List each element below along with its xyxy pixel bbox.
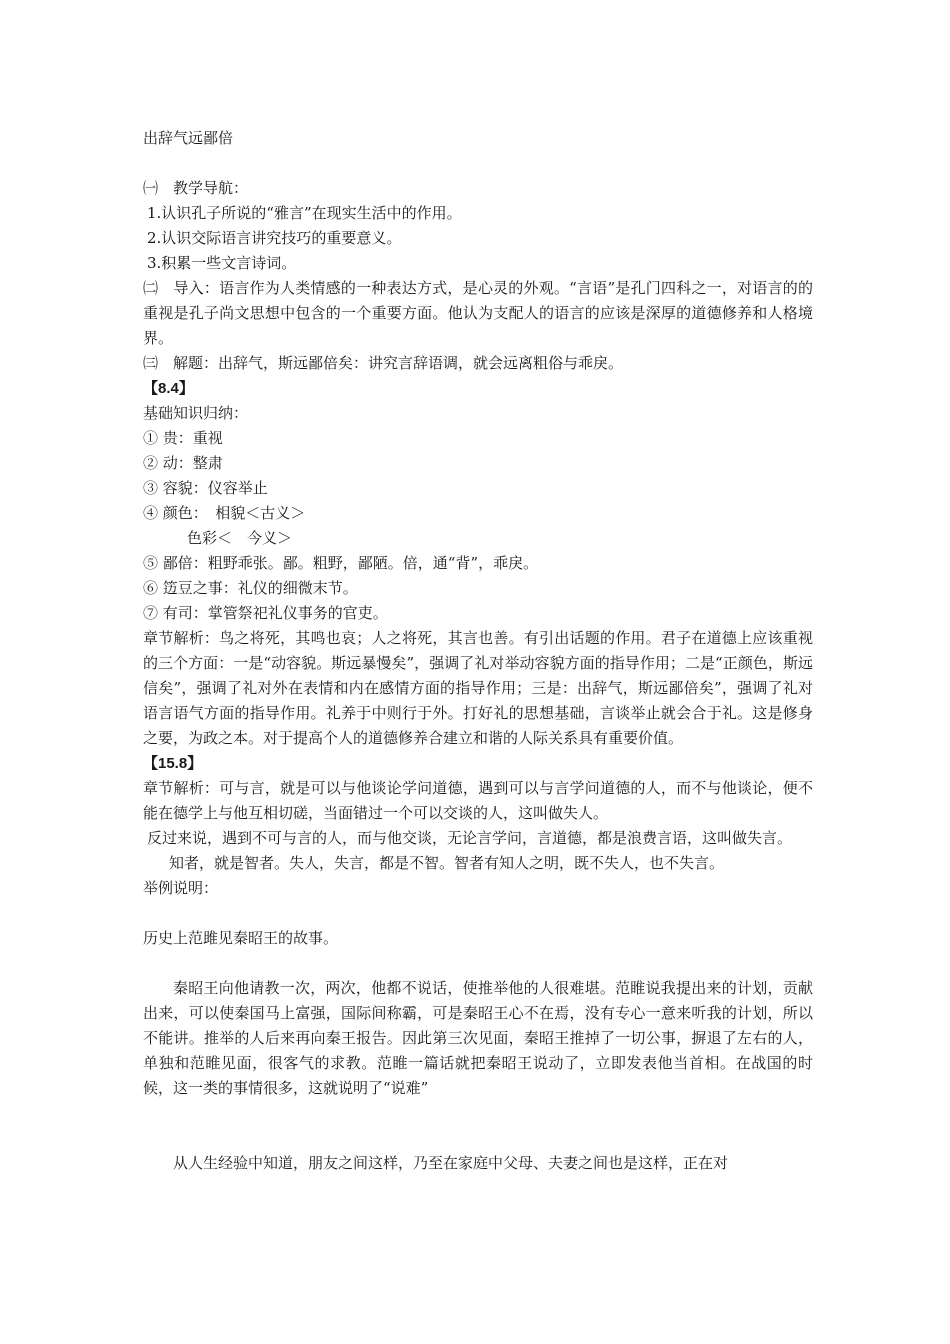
knowledge-item-1: ① 贵：重视 [143, 429, 223, 447]
nav-item-3: 3.积累一些文言诗词。 [147, 254, 297, 272]
intro-paragraph: ㈡ 导入：语言作为人类情感的一种表达方式，是心灵的外观。“言语”是孔门四科之一，对语言的的重视是孔子尚文思想中包含的一个重要方面。他认为支配人的语言的应该是深厚的道德修养和人格境界。 [143, 279, 813, 347]
nav-item-2: 2.认识交际语言讲究技巧的重要意义。 [147, 229, 402, 247]
knowledge-item-5: ⑤ 鄙倍：粗野乖张。鄙。粗野，鄙陋。倍，通“背”，乖戾。 [143, 554, 539, 572]
section-label-15-8: 【15.8】 [143, 755, 203, 772]
story-body: 秦昭王向他请教一次，两次，他都不说话，使推举他的人很难堪。范睢说我提出来的计划，贡献出来，可以使秦国马上富强，国际间称霸，可是秦昭王心不在焉，没有专心一意来听我的计划，所以不能讲。推举的人后来再向秦王报告。因此第三次见面，秦昭王推掉了一切公事，摒退了左右的人，单独和范睢见面，很客气的求教。范睢一篇话就把秦昭王说动了，立即发表他当首相。在战国的时候，这一类的事情很多，这就说明了“说难” [143, 979, 813, 1097]
section2-analysis: 章节解析：可与言，就是可以与他谈论学问道德，遇到可以与言学问道德的人，而不与他谈论，便不能在德学上与他互相切磋，当面错过一个可以交谈的人，这叫做失人。 [143, 779, 813, 822]
knowledge-item-7: ⑦ 有司：掌管祭祀礼仪事务的官吏。 [143, 604, 388, 622]
knowledge-item-3: ③ 容貌：仪容举止 [143, 479, 268, 497]
section2-wise: 知者，就是智者。失人，失言，都是不智。智者有知人之明，既不失人，也不失言。 [169, 854, 725, 872]
story-title: 历史上范雎见秦昭王的故事。 [143, 929, 339, 947]
nav-item-1: 1.认识孔子所说的“雅言”在现实生活中的作用。 [147, 204, 462, 222]
doc-title: 出辞气远鄙倍 [143, 129, 234, 147]
section2-reverse: 反过来说，遇到不可与言的人，而与他交谈，无论言学问，言道德，都是浪费言语，这叫做失言。 [147, 829, 793, 847]
example-heading: 举例说明： [143, 879, 219, 897]
document-content [143, 126, 813, 1176]
knowledge-item-6: ⑥ 笾豆之事：礼仪的细微末节。 [143, 579, 358, 597]
section1-analysis: 章节解析：鸟之将死，其鸣也哀；人之将死，其言也善。有引出话题的作用。君子在道德上应该重视的三个方面：一是“动容貌。斯远暴慢矣”，强调了礼对举动容貌方面的指导作用；二是“正颜色，斯远信矣”，强调了礼对外在表情和内在感情方面的指导作用；三是：出辞气，斯远鄙倍矣”，强调了礼对语言语气方面的指导作用。礼养于中则行于外。打好礼的思想基础，言谈举止就会合于礼。这是修身之要，为政之本。对于提高个人的道德修养合建立和谐的人际关系具有重要价值。 [143, 629, 813, 747]
knowledge-item-2: ② 动：整肃 [143, 454, 223, 472]
final-paragraph: 从人生经验中知道，朋友之间这样，乃至在家庭中父母、夫妻之间也是这样，正在对 [173, 1154, 729, 1172]
explain-paragraph: ㈢ 解题：出辞气，斯远鄙倍矣：讲究言辞语调，就会远离粗俗与乖戾。 [143, 354, 624, 372]
knowledge-item-4-sub: 色彩＜ 今义＞ [187, 529, 293, 547]
knowledge-item-4: ④ 颜色： 相貌＜古义＞ [143, 504, 306, 522]
knowledge-heading: 基础知识归纳： [143, 404, 249, 422]
section-label-8-4: 【8.4】 [143, 380, 194, 397]
nav-heading: ㈠ 教学导航： [143, 179, 249, 197]
